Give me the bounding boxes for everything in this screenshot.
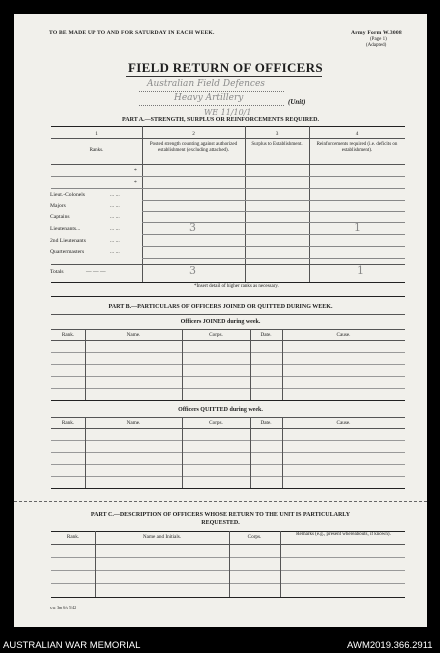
partc-row-rule-3 — [51, 583, 405, 584]
handwritten-date: WE 11/10/1 — [204, 108, 252, 117]
joined-row-rule-3 — [51, 376, 405, 377]
quitted-vline-2 — [182, 417, 183, 488]
form-title: FIELD RETURN OF OFFICERS — [128, 60, 323, 75]
joined-col-corps: Corps. — [209, 332, 223, 338]
quitted-col-rank: Rank. — [61, 420, 75, 426]
joined-bottom-rule — [51, 400, 405, 401]
partc-col-name: Name and Initials. — [142, 534, 182, 540]
joined-row-rule-1 — [51, 352, 405, 353]
lieutenants-reinforcements-value: 1 — [354, 221, 361, 234]
quitted-col-name: Name. — [126, 420, 141, 426]
joined-header-bottom — [51, 340, 405, 341]
header-ranks: Ranks. — [89, 148, 104, 153]
col-number-4: 4 — [355, 131, 359, 137]
footer-institution: AUSTRALIAN WAR MEMORIAL — [3, 640, 141, 651]
instruction-text: TO BE MADE UP TO AND FOR SATURDAY IN EACH WEEK. — [49, 30, 215, 36]
rank-lieut-colonels: Lieut.-Colonels — [50, 192, 85, 198]
quitted-heading: Officers QUITTED during week. — [178, 407, 263, 413]
quitted-header-top — [51, 417, 405, 418]
rank-captains: Captains — [50, 214, 70, 220]
unit-dotted-line-2 — [139, 105, 284, 106]
partc-col-rank: Rank. — [66, 534, 80, 540]
col-number-rule — [51, 138, 405, 139]
star-rule-2 — [51, 188, 405, 189]
partc-vline-3 — [280, 531, 281, 597]
rank-dots-6: ... ... — [110, 249, 120, 255]
quitted-col-corps: Corps. — [209, 420, 223, 426]
header-surplus: Surplus to Establishment. — [251, 142, 303, 147]
part-a-top-rule — [51, 126, 405, 127]
col-number-3: 3 — [275, 131, 279, 137]
handwritten-unit-2: Heavy Artillery — [174, 93, 244, 103]
partc-vline-2 — [229, 531, 230, 597]
totals-posted-value: 3 — [189, 264, 196, 277]
part-a-vline-2 — [245, 126, 246, 283]
joined-col-rank: Rank. — [61, 332, 75, 338]
part-c-heading-line2: REQUESTED. — [201, 520, 240, 526]
rank-rule-2 — [142, 211, 405, 212]
part-b-top-rule — [51, 296, 405, 297]
totals-reinforcements-value: 1 — [357, 264, 364, 277]
rank-2nd-lieutenants: 2nd Lieutenants — [50, 238, 86, 244]
form-number: Army Form W.3008 — [351, 30, 402, 36]
handwritten-unit-1: Australian Field Defences — [147, 79, 265, 89]
rank-rule-4 — [142, 234, 405, 235]
rank-rule-1 — [142, 200, 405, 201]
rank-dots-5: ... ... — [110, 238, 120, 244]
star-rule-1 — [51, 176, 405, 177]
rank-majors: Majors — [50, 203, 66, 209]
form-sheet — [14, 14, 427, 627]
quitted-vline-4 — [282, 417, 283, 488]
joined-vline-4 — [282, 329, 283, 400]
rank-rule-6 — [142, 258, 405, 259]
rank-quartermasters: Quartermasters — [50, 249, 85, 255]
totals-top-rule — [51, 264, 405, 265]
totals-dots: — — — — [86, 269, 106, 275]
printer-mark: s.w. 3m 6/s 5/42 — [50, 605, 77, 610]
partc-header-bottom — [51, 544, 405, 545]
header-posted-strength: Posted strength counting against authorized establishment (excluding attached). — [149, 142, 238, 153]
part-b-heading-rule — [51, 314, 405, 315]
unit-dotted-line-1 — [139, 91, 284, 92]
perforation-line — [14, 501, 427, 502]
form-page: (Page 1) — [370, 37, 387, 42]
part-c-heading-line1: PART C.—DESCRIPTION OF OFFICERS WHOSE RETURN TO THE UNIT IS PARTICULARLY — [90, 512, 351, 518]
joined-vline-2 — [182, 329, 183, 400]
partc-row-rule-2 — [51, 570, 405, 571]
part-a-footnote: *Insert detail of higher ranks as necessary. — [194, 284, 279, 289]
quitted-row-rule-1 — [51, 440, 405, 441]
rank-dots-1: ... ... — [110, 192, 120, 198]
joined-heading: Officers JOINED during week. — [180, 319, 261, 325]
quitted-header-bottom — [51, 428, 405, 429]
quitted-col-cause: Cause. — [336, 420, 351, 426]
col-number-2: 2 — [192, 131, 195, 137]
partc-vline-1 — [95, 531, 96, 597]
footer-accession-number: AWM2019.366.2911 — [347, 640, 433, 651]
archive-footer — [0, 627, 440, 653]
joined-col-date: Date. — [260, 332, 272, 338]
part-a-vline-1 — [142, 126, 143, 283]
rank-dots-2: ... ... — [110, 203, 120, 209]
joined-row-rule-4 — [51, 388, 405, 389]
form-adapted: (Adapted) — [366, 43, 387, 48]
unit-label: (Unit) — [288, 98, 306, 106]
totals-label: Totals — [50, 269, 64, 275]
quitted-vline-3 — [250, 417, 251, 488]
quitted-row-rule-3 — [51, 464, 405, 465]
part-a-heading: PART A.—STRENGTH, SURPLUS OR REINFORCEMENTS REQUIRED. — [122, 117, 319, 123]
partc-row-rule-1 — [51, 557, 405, 558]
joined-col-cause: Cause. — [336, 332, 351, 338]
quitted-vline-1 — [85, 417, 86, 488]
rank-rule-5 — [142, 246, 405, 247]
rank-lieutenants: Lieutenants... — [50, 226, 81, 232]
star-mark-2: * — [134, 180, 137, 186]
part-b-heading: PART B.—PARTICULARS OF OFFICERS JOINED OR QUITTED DURING WEEK. — [108, 304, 333, 310]
quitted-row-rule-4 — [51, 476, 405, 477]
part-a-bottom-rule — [51, 282, 405, 283]
col-number-1: 1 — [95, 131, 98, 137]
joined-vline-3 — [250, 329, 251, 400]
title-underline — [126, 76, 322, 77]
quitted-row-rule-2 — [51, 452, 405, 453]
partc-col-corps: Corps. — [247, 534, 262, 540]
star-mark-1: * — [134, 168, 137, 174]
partc-col-remarks: Remarks (e.g., present whereabouts, if known). — [296, 532, 391, 537]
joined-vline-1 — [85, 329, 86, 400]
rank-dots-3: ... ... — [110, 214, 120, 220]
partc-bottom-rule — [51, 597, 405, 598]
quitted-col-date: Date. — [260, 420, 272, 426]
rank-rule-3 — [142, 222, 405, 223]
header-reinforcements: Reinforcements required (i.e. deficits on establishment). — [316, 142, 398, 153]
joined-col-name: Name. — [126, 332, 141, 338]
part-a-vline-3 — [309, 126, 310, 283]
lieutenants-posted-value: 3 — [189, 221, 196, 234]
quitted-bottom-rule — [51, 488, 405, 489]
joined-header-top — [51, 329, 405, 330]
joined-row-rule-2 — [51, 364, 405, 365]
rank-dots-4: ... ... — [110, 226, 120, 232]
header-bottom-rule — [51, 164, 405, 165]
